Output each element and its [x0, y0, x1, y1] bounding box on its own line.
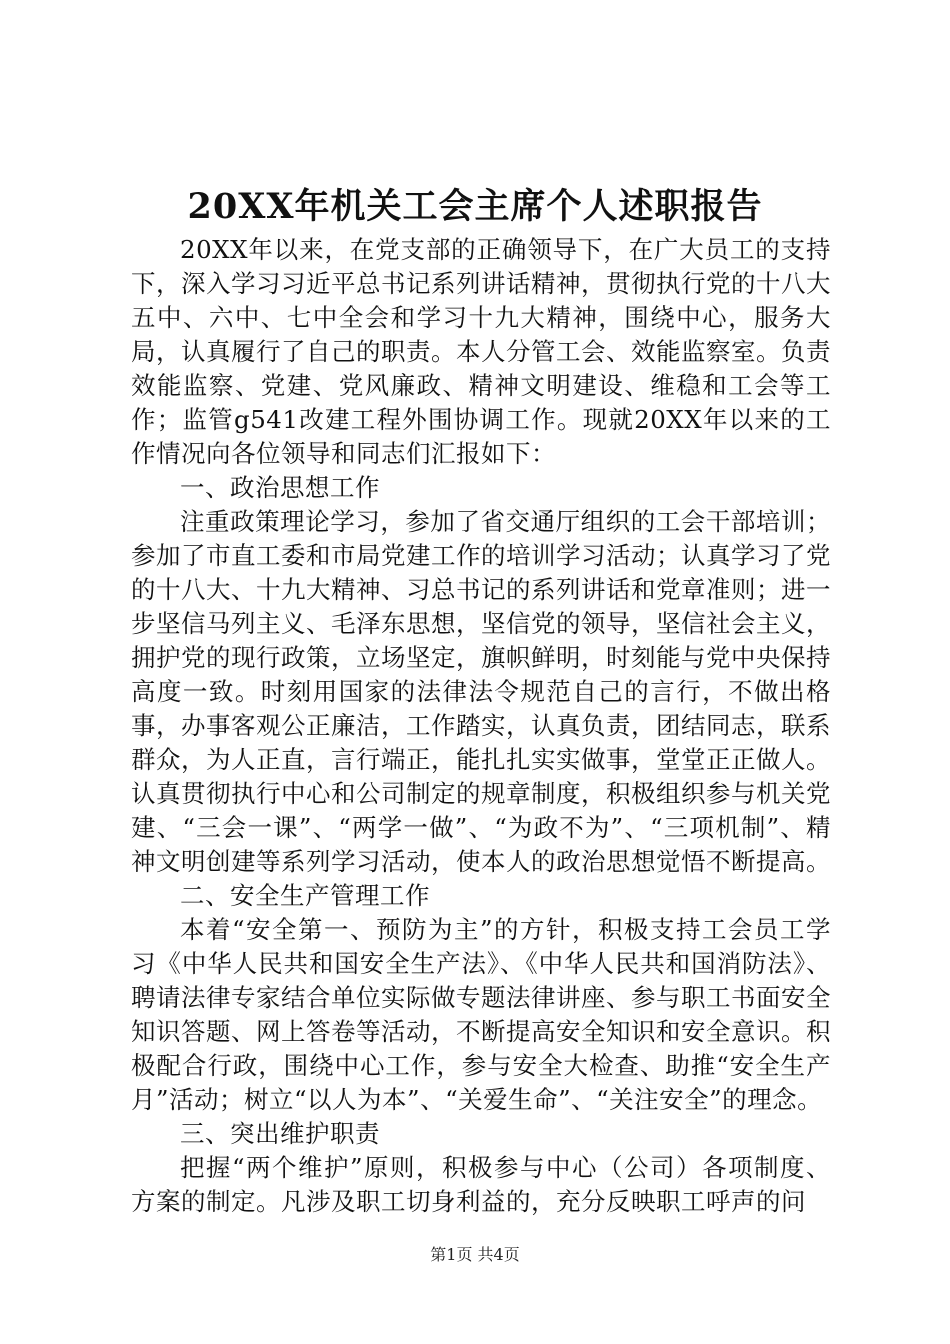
section-heading-safety: 二、安全生产管理工作 — [180, 881, 430, 910]
section-heading-duties: 三、突出维护职责 — [180, 1119, 380, 1148]
section-heading-political: 一、政治思想工作 — [180, 473, 380, 502]
paragraph-political: 注重政策理论学习，参加了省交通厅组织的工会干部培训；参加了市直工委和市局党建工作的培训学习活动；认真学习了党的十八大、十九大精神、习总书记的系列讲话和党章准则；进一步坚信马列主义、毛泽东思想，坚信党的领导，坚信社会主义，拥护党的现行政策，立场坚定，旗帜鲜明，时刻能与党中央保持高度一致。时刻用国家的法律法令规范自己的言行，不做出格事，办事客观公正廉洁，工作踏实，认真负责，团结同志，联系群众，为人正直，言行端正，能扎扎实实做事，堂堂正正做人。认真贯彻执行中心和公司制定的规章制度，积极组织参与机关党建、“三会一课”、“两学一做”、“为政不为”、“三项机制”、精神文明创建等系列学习活动，使本人的政治思想觉悟不断提高。 — [131, 507, 831, 876]
paragraph-safety: 本着“安全第一、预防为主”的方针，积极支持工会员工学习《中华人民共和国安全生产法》、《中华人民共和国消防法》、聘请法律专家结合单位实际做专题法律讲座、参与职工书面安全知识答题、网上答卷等活动，不断提高安全知识和安全意识。积极配合行政，围绕中心工作，参与安全大检查、助推“安全生产月”活动；树立“以人为本”、“关爱生命”、“关注安全”的理念。 — [131, 915, 831, 1114]
document-body — [131, 233, 831, 1219]
document-title: 20XX年机关工会主席个人述职报告 — [187, 186, 763, 227]
paragraph-duties: 把握“两个维护”原则，积极参与中心（公司）各项制度、方案的制定。凡涉及职工切身利益的，充分反映职工呼声的问 — [131, 1153, 831, 1216]
page-footer: 第1页 共4页 — [430, 1245, 520, 1264]
paragraph-intro: 20XX年以来，在党支部的正确领导下，在广大员工的支持下，深入学习习近平总书记系列讲话精神，贯彻执行党的十八大五中、六中、七中全会和学习十九大精神，围绕中心，服务大局，认真履行了自己的职责。本人分管工会、效能监察室。负责效能监察、党建、党风廉政、精神文明建设、维稳和工会等工作；监管g541改建工程外围协调工作。现就20XX年以来的工作情况向各位领导和同志们汇报如下： — [131, 235, 831, 468]
